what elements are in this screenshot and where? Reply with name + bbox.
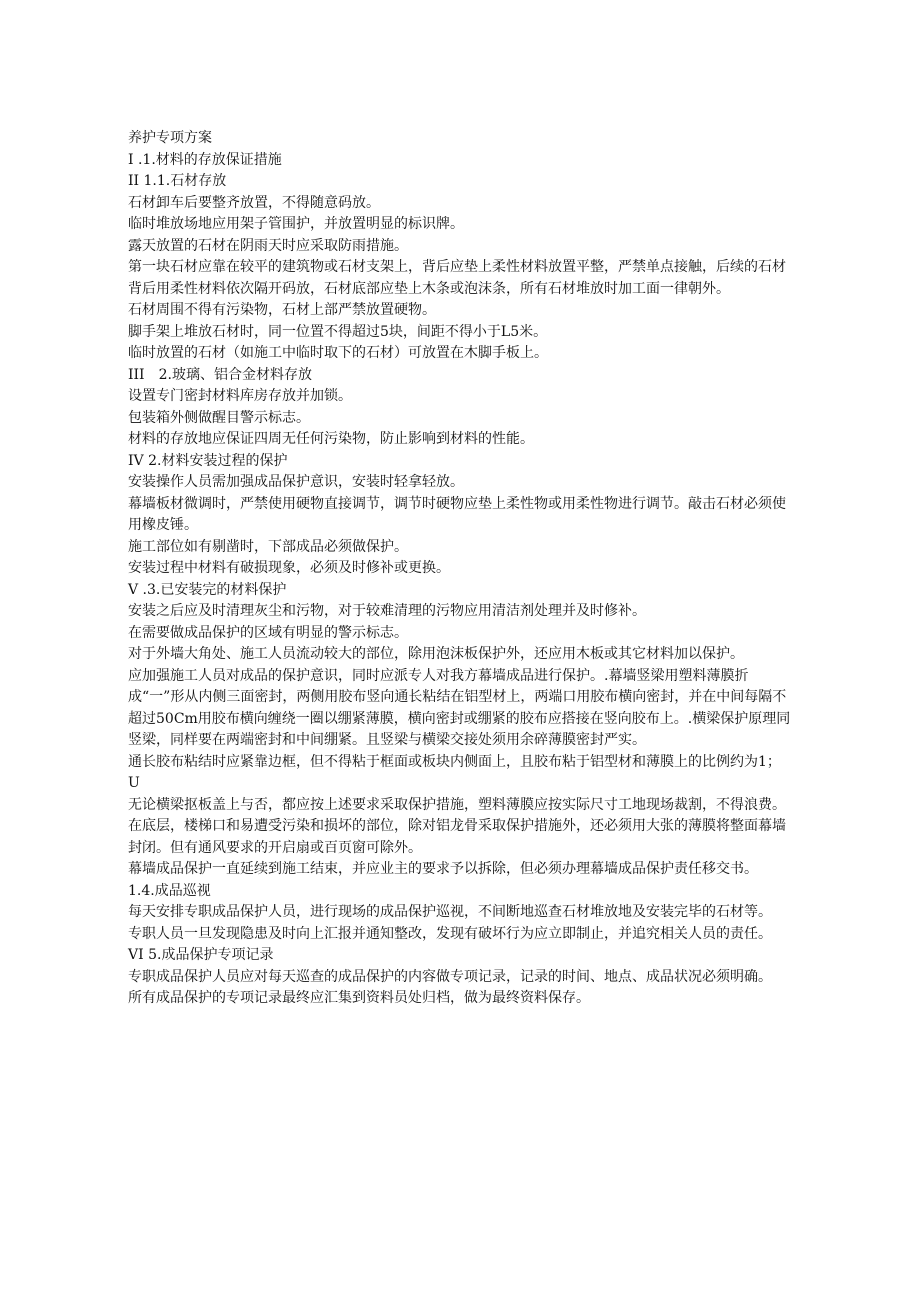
paragraph: 无论横梁抠板盖上与否，都应按上述要求采取保护措施，塑料薄膜应按实际尺寸工地现场裁割，不得浪费。 bbox=[128, 796, 786, 813]
paragraph: 露天放置的石材在阴雨天时应采取防雨措施。 bbox=[128, 237, 408, 254]
paragraph: 临时堆放场地应用架子管围护，并放置明显的标识牌。 bbox=[128, 216, 464, 232]
document-body bbox=[128, 128, 792, 1010]
paragraph: 应加强施工人员对成品的保护意识，同时应派专人对我方幕墙成品进行保护。.幕墙竖梁用塑料薄膜折成“一”形从内侧三面密封，两侧用胶布竖向通长粘结在铝型材上，两端口用胶布横向密封，并在中间每隔不超过50Cm用胶布横向缠绕一圈以绷紧薄膜，横向密封或绷紧的胶布应搭接在竖向胶布上。.横梁保护原理同竖梁，同样要在两端密封和中间绷紧。且竖梁与横梁交接处须用余碎薄膜密封严实。 bbox=[128, 667, 791, 748]
paragraph: 第一块石材应靠在较平的建筑物或石材支架上，背后应垫上柔性材料放置平整，严禁单点接触，后续的石材背后用柔性材料依次隔开码放，石材底部应垫上木条或泡沫条，所有石材堆放时加工面一律朝外。 bbox=[128, 259, 786, 297]
section-heading: 1.4.成品巡视 bbox=[128, 882, 211, 899]
section-heading: III 2.玻璃、铝合金材料存放 bbox=[128, 366, 312, 383]
paragraph: 安装之后应及时清理灰尘和污物，对于较难清理的污物应用清洁剂处理并及时修补。 bbox=[128, 603, 646, 619]
paragraph: 安装操作人员需加强成品保护意识，安装时轻拿轻放。 bbox=[128, 474, 464, 490]
paragraph: 临时放置的石材（如施工中临时取下的石材）可放置在木脚手板上。 bbox=[128, 345, 548, 361]
paragraph: 在底层，楼梯口和易遭受污染和损坏的部位，除对铝龙骨采取保护措施外，还必须用大张的薄膜将整面幕墙封闭。但有通风要求的开启扇或百页窗可除外。 bbox=[128, 818, 786, 856]
section-heading: II 1.1.石材存放 bbox=[128, 173, 227, 189]
section-heading: V .3.已安装完的材料保护 bbox=[128, 581, 287, 598]
section-heading: I .1.材料的存放保证措施 bbox=[128, 151, 282, 168]
paragraph: 通长胶布粘结时应紧靠边框，但不得粘于框面或板块内侧面上，且胶布粘于铝型材和薄膜上的比例约为1；U bbox=[128, 753, 781, 791]
paragraph: 包装箱外侧做醒目警示标志。 bbox=[128, 409, 310, 426]
paragraph: 幕墙板材微调时，严禁使用硬物直接调节，调节时硬物应垫上柔性物或用柔性物进行调节。敲击石材必须使用橡皮锤。 bbox=[128, 495, 786, 533]
paragraph: 脚手架上堆放石材时，同一位置不得超过5块，间距不得小于L5米。 bbox=[128, 323, 548, 340]
paragraph: 设置专门密封材料库房存放并加锁。 bbox=[128, 388, 352, 404]
paragraph: 所有成品保护的专项记录最终应汇集到资料员处归档，做为最终资料保存。 bbox=[128, 990, 590, 1006]
paragraph: 幕墙成品保护一直延续到施工结束，并应业主的要求予以拆除，但必须办理幕墙成品保护责任移交书。 bbox=[128, 861, 758, 877]
paragraph: 专职成品保护人员应对每天巡查的成品保护的内容做专项记录，记录的时间、地点、成品状况必须明确。 bbox=[128, 968, 772, 985]
paragraph: 石材卸车后要整齐放置，不得随意码放。 bbox=[128, 194, 380, 211]
paragraph: 每天安排专职成品保护人员，进行现场的成品保护巡视，不间断地巡查石材堆放地及安装完毕的石材等。 bbox=[128, 904, 772, 920]
paragraph: 材料的存放地应保证四周无任何污染物，防止影响到材料的性能。 bbox=[128, 431, 534, 447]
paragraph: 专职人员一旦发现隐患及时向上汇报并通知整改，发现有破坏行为应立即制止，并追究相关人员的责任。 bbox=[128, 925, 772, 942]
paragraph: 施工部位如有剔凿时，下部成品必须做保护。 bbox=[128, 538, 408, 555]
paragraph: 安装过程中材料有破损现象，必须及时修补或更换。 bbox=[128, 560, 450, 576]
document-title: 养护专项方案 bbox=[128, 130, 212, 146]
paragraph: 在需要做成品保护的区域有明显的警示标志。 bbox=[128, 624, 408, 641]
paragraph: 对于外墙大角处、施工人员流动较大的部位，除用泡沫板保护外，还应用木板或其它材料加以保护。 bbox=[128, 646, 744, 662]
paragraph: 石材周围不得有污染物，石材上部严禁放置硬物。 bbox=[128, 302, 436, 318]
section-heading: VI 5.成品保护专项记录 bbox=[128, 947, 274, 963]
section-heading: IV 2.材料安装过程的保护 bbox=[128, 452, 288, 469]
